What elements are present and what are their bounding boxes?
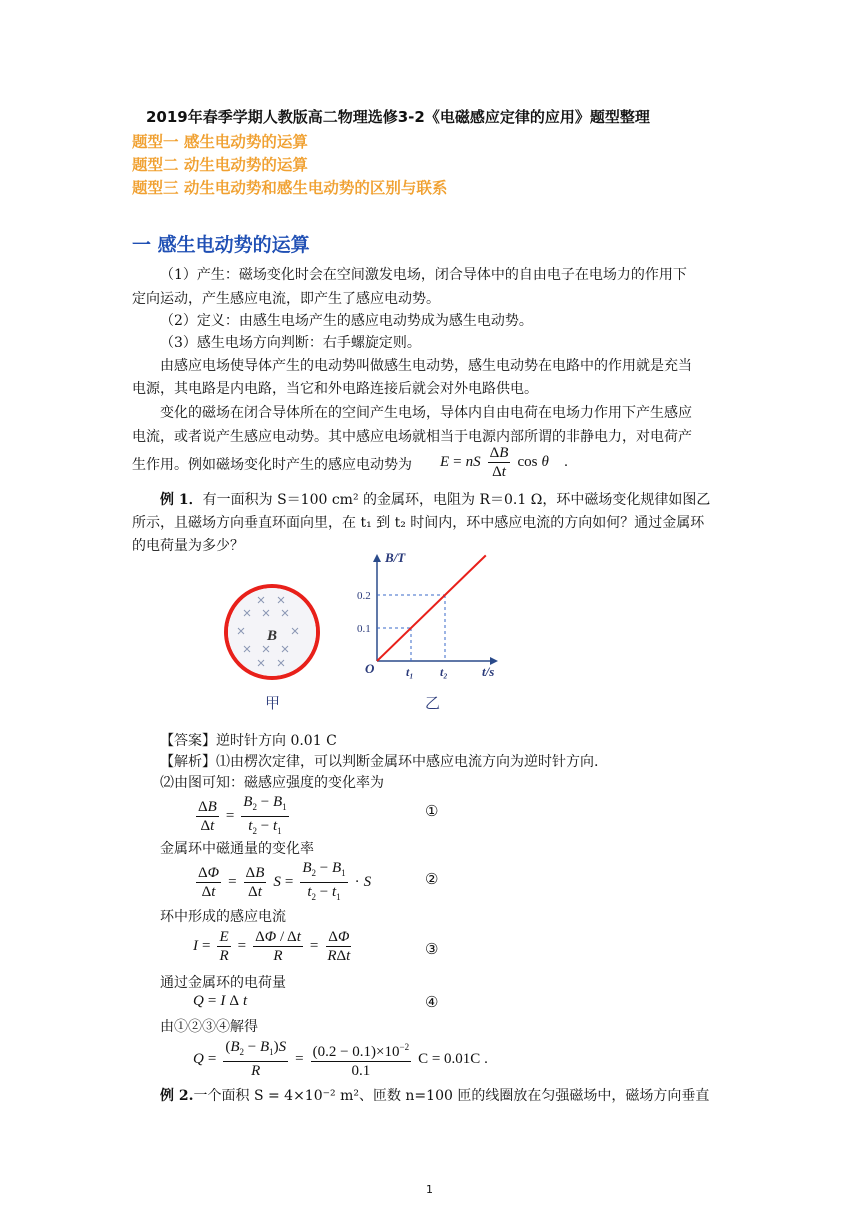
paragraph-1b: 定向运动，产生感应电流，即产生了感应电动势。 — [132, 291, 440, 307]
b-t-graph — [357, 550, 498, 679]
example1-figure — [220, 548, 510, 713]
paragraph-2: （2）定义：由感生电场产生的感应电动势成为感生电动势。 — [160, 313, 533, 329]
section-heading: 一 感生电动势的运算 — [132, 234, 310, 256]
paragraph-1a: （1）产生：磁场变化时会在空间激发电场，闭合导体中的自由电子在电场力的作用下 — [160, 267, 687, 283]
left-caption: 甲 — [265, 694, 281, 712]
toc-item-2: 题型二 动生电动势的运算 — [132, 156, 308, 174]
paragraph-4b: 电源，其电路是内电路，当它和外电路连接后就会对外电路供电。 — [132, 381, 538, 397]
circled-4: ④ — [425, 993, 439, 1011]
analysis-line-3: 金属环中磁通量的变化率 — [160, 841, 314, 857]
toc-item-3: 题型三 动生电动势和感生电动势的区别与联系 — [132, 179, 448, 197]
paragraph-5c: 生作用。例如磁场变化时产生的感应电动势为 — [132, 457, 412, 473]
paragraph-4a: 由感应电场使导体产生的电动势叫做感生电动势，感生电动势在电路中的作用就是充当 — [160, 358, 692, 374]
equation-4: Q = I Δ t — [193, 993, 248, 1009]
x-tick-label: t₁ — [406, 665, 414, 679]
answer-label: 【答案】 — [160, 733, 216, 749]
analysis-label: 【解析】 — [160, 754, 216, 770]
example2-label: 例 2. — [160, 1088, 194, 1104]
y-tick-label: 0.2 — [357, 590, 371, 602]
analysis-line-5: 通过金属环的电荷量 — [160, 975, 286, 991]
page-number: 1 — [426, 1183, 433, 1196]
analysis-line-6: 由①②③④解得 — [160, 1019, 258, 1035]
equation-2: $\frac{\Delta\Phi}{\Delta t}$ = $\frac{\Delta B}{\Delta t}$ S = $\frac{B_2 - B_1}{t_2 - t_1}$ · S — [198, 860, 372, 902]
example2-text: 一个面积 S = 4×10⁻² m²、匝数 n=100 匝的线圈放在匀强磁场中，磁场方向垂直 — [193, 1088, 710, 1104]
circled-1: ① — [425, 802, 439, 820]
analysis-line-4: 环中形成的感应电流 — [160, 909, 286, 925]
x-tick-label: t₂ — [440, 665, 448, 679]
circled-3: ③ — [425, 940, 439, 958]
equation-final: Q = $\frac{(B_2 - B_1)S}{R}$ = $\frac{(0.2 - 0.1)\times 10^{-2}}{0.1}$ C = 0.01C . — [193, 1039, 488, 1079]
y-tick-label: 0.1 — [357, 623, 371, 635]
x-axis-label: t/s — [482, 664, 495, 679]
equation-1: $\frac{\Delta B}{\Delta t}$ = $\frac{B_2 - B_1}{t_2 - t_1}$ — [198, 794, 287, 836]
paragraph-5b: 电流，或者说产生感应电动势。其中感应电场就相当于电源内部所谓的非静电力，对电荷产 — [132, 429, 692, 445]
example1-line3: 的电荷量为多少？ — [132, 538, 244, 554]
example1-text: 有一面积为 S＝100 cm² 的金属环，电阻为 R＝0.1 Ω，环中磁场变化规律如图乙 — [202, 492, 711, 508]
analysis-text-1: ⑴由楞次定律，可以判断金属环中感应电流方向为逆时针方向. — [216, 754, 599, 770]
equation-3: I = $\frac{E}{R}$ = $\frac{\Delta\Phi / \Delta t}{R}$ = $\frac{\Delta\Phi}{\text{RΔt}}$ — [193, 929, 351, 964]
emf-formula: E = nS $\frac{\Delta B}{\Delta t}$ cos θ . — [440, 445, 568, 480]
origin-label: O — [365, 661, 375, 676]
y-axis-arrow — [373, 554, 381, 562]
metal-ring-diagram — [226, 586, 318, 678]
right-caption: 乙 — [425, 694, 441, 712]
example2-line — [160, 1083, 709, 1109]
b-t-line — [377, 555, 486, 661]
analysis-line-2: ⑵由图可知：磁感应强度的变化率为 — [160, 775, 384, 791]
y-axis-label: B/T — [385, 550, 406, 565]
ring-field-label: B — [267, 628, 278, 644]
toc-item-1: 题型一 感生电动势的运算 — [132, 133, 308, 151]
example1-label: 例 1． — [160, 492, 203, 508]
document-title: 2019年春季学期人教版高二物理选修3-2《电磁感应定律的应用》题型整理 — [146, 108, 650, 126]
paragraph-5a: 变化的磁场在闭合导体所在的空间产生电场，导体内自由电荷在电场力作用下产生感应 — [160, 405, 692, 421]
example1-line2: 所示，且磁场方向垂直环面向里，在 t₁ 到 t₂ 时间内，环中感应电流的方向如何？通过金属环 — [132, 515, 705, 531]
answer-text: 逆时针方向 0.01 C — [216, 733, 337, 749]
circled-2: ② — [425, 870, 439, 888]
paragraph-3: （3）感生电场方向判断：右手螺旋定则。 — [160, 335, 421, 351]
